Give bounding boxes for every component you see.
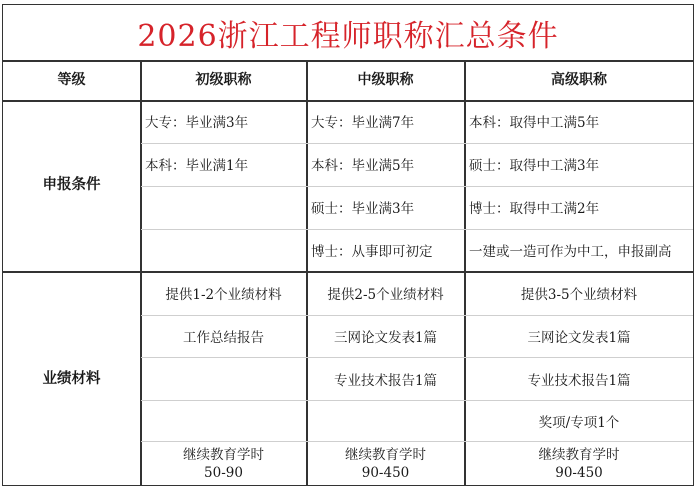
middle-requirement: 本科：毕业满5年 xyxy=(311,158,415,174)
middle-education-hours: 90-450 xyxy=(361,465,410,481)
senior-material: 奖项/专项1个 xyxy=(538,415,620,431)
conditions-table xyxy=(2,4,694,486)
senior-requirement: 博士：取得中工满2年 xyxy=(469,201,600,217)
row-line xyxy=(141,357,693,358)
junior-education-hours: 50-90 xyxy=(204,465,243,481)
row-line xyxy=(141,441,693,442)
requirements-label: 申报条件 xyxy=(42,176,101,193)
middle-education-label: 继续教育学时 xyxy=(345,447,426,463)
junior-education-label: 继续教育学时 xyxy=(183,447,264,463)
senior-material: 提供3-5个业绩材料 xyxy=(520,287,638,303)
junior-requirement: 大专：毕业满3年 xyxy=(145,115,249,131)
header-senior: 高级职称 xyxy=(551,72,607,88)
middle-requirement: 博士：从事即可初定 xyxy=(311,244,433,260)
senior-education-label: 继续教育学时 xyxy=(538,447,620,463)
row-line xyxy=(141,229,693,230)
title-divider xyxy=(3,60,693,62)
middle-requirement: 大专：毕业满7年 xyxy=(311,115,415,131)
row-line xyxy=(141,400,693,401)
row-line xyxy=(141,186,693,187)
senior-education-hours: 90-450 xyxy=(555,465,603,481)
header-middle: 中级职称 xyxy=(357,72,414,88)
middle-material: 提供2-5个业绩材料 xyxy=(327,287,444,303)
middle-material: 专业技术报告1篇 xyxy=(333,373,438,389)
header-level: 等级 xyxy=(57,72,86,88)
senior-material: 专业技术报告1篇 xyxy=(527,373,631,389)
materials-label: 业绩材料 xyxy=(42,370,101,387)
senior-requirement: 硕士：取得中工满3年 xyxy=(469,158,600,174)
junior-material: 提供1-2个业绩材料 xyxy=(165,287,282,303)
column-divider-1 xyxy=(140,60,142,485)
senior-material: 三网论文发表1篇 xyxy=(527,330,631,346)
row-line xyxy=(141,143,693,144)
page-title: 2026浙江工程师职称汇总条件 xyxy=(137,18,559,54)
junior-requirement: 本科：毕业满1年 xyxy=(145,158,249,174)
senior-requirement: 本科：取得中工满5年 xyxy=(469,115,600,131)
row-line xyxy=(141,315,693,316)
column-divider-2 xyxy=(306,60,308,485)
middle-material: 三网论文发表1篇 xyxy=(333,330,438,346)
junior-material: 工作总结报告 xyxy=(183,330,264,346)
header-junior: 初级职称 xyxy=(195,72,252,88)
middle-requirement: 硕士：毕业满3年 xyxy=(311,201,415,217)
header-divider xyxy=(3,100,693,102)
section-divider xyxy=(3,271,693,273)
senior-requirement: 一建或一造可作为中工，申报副高 xyxy=(469,244,672,260)
